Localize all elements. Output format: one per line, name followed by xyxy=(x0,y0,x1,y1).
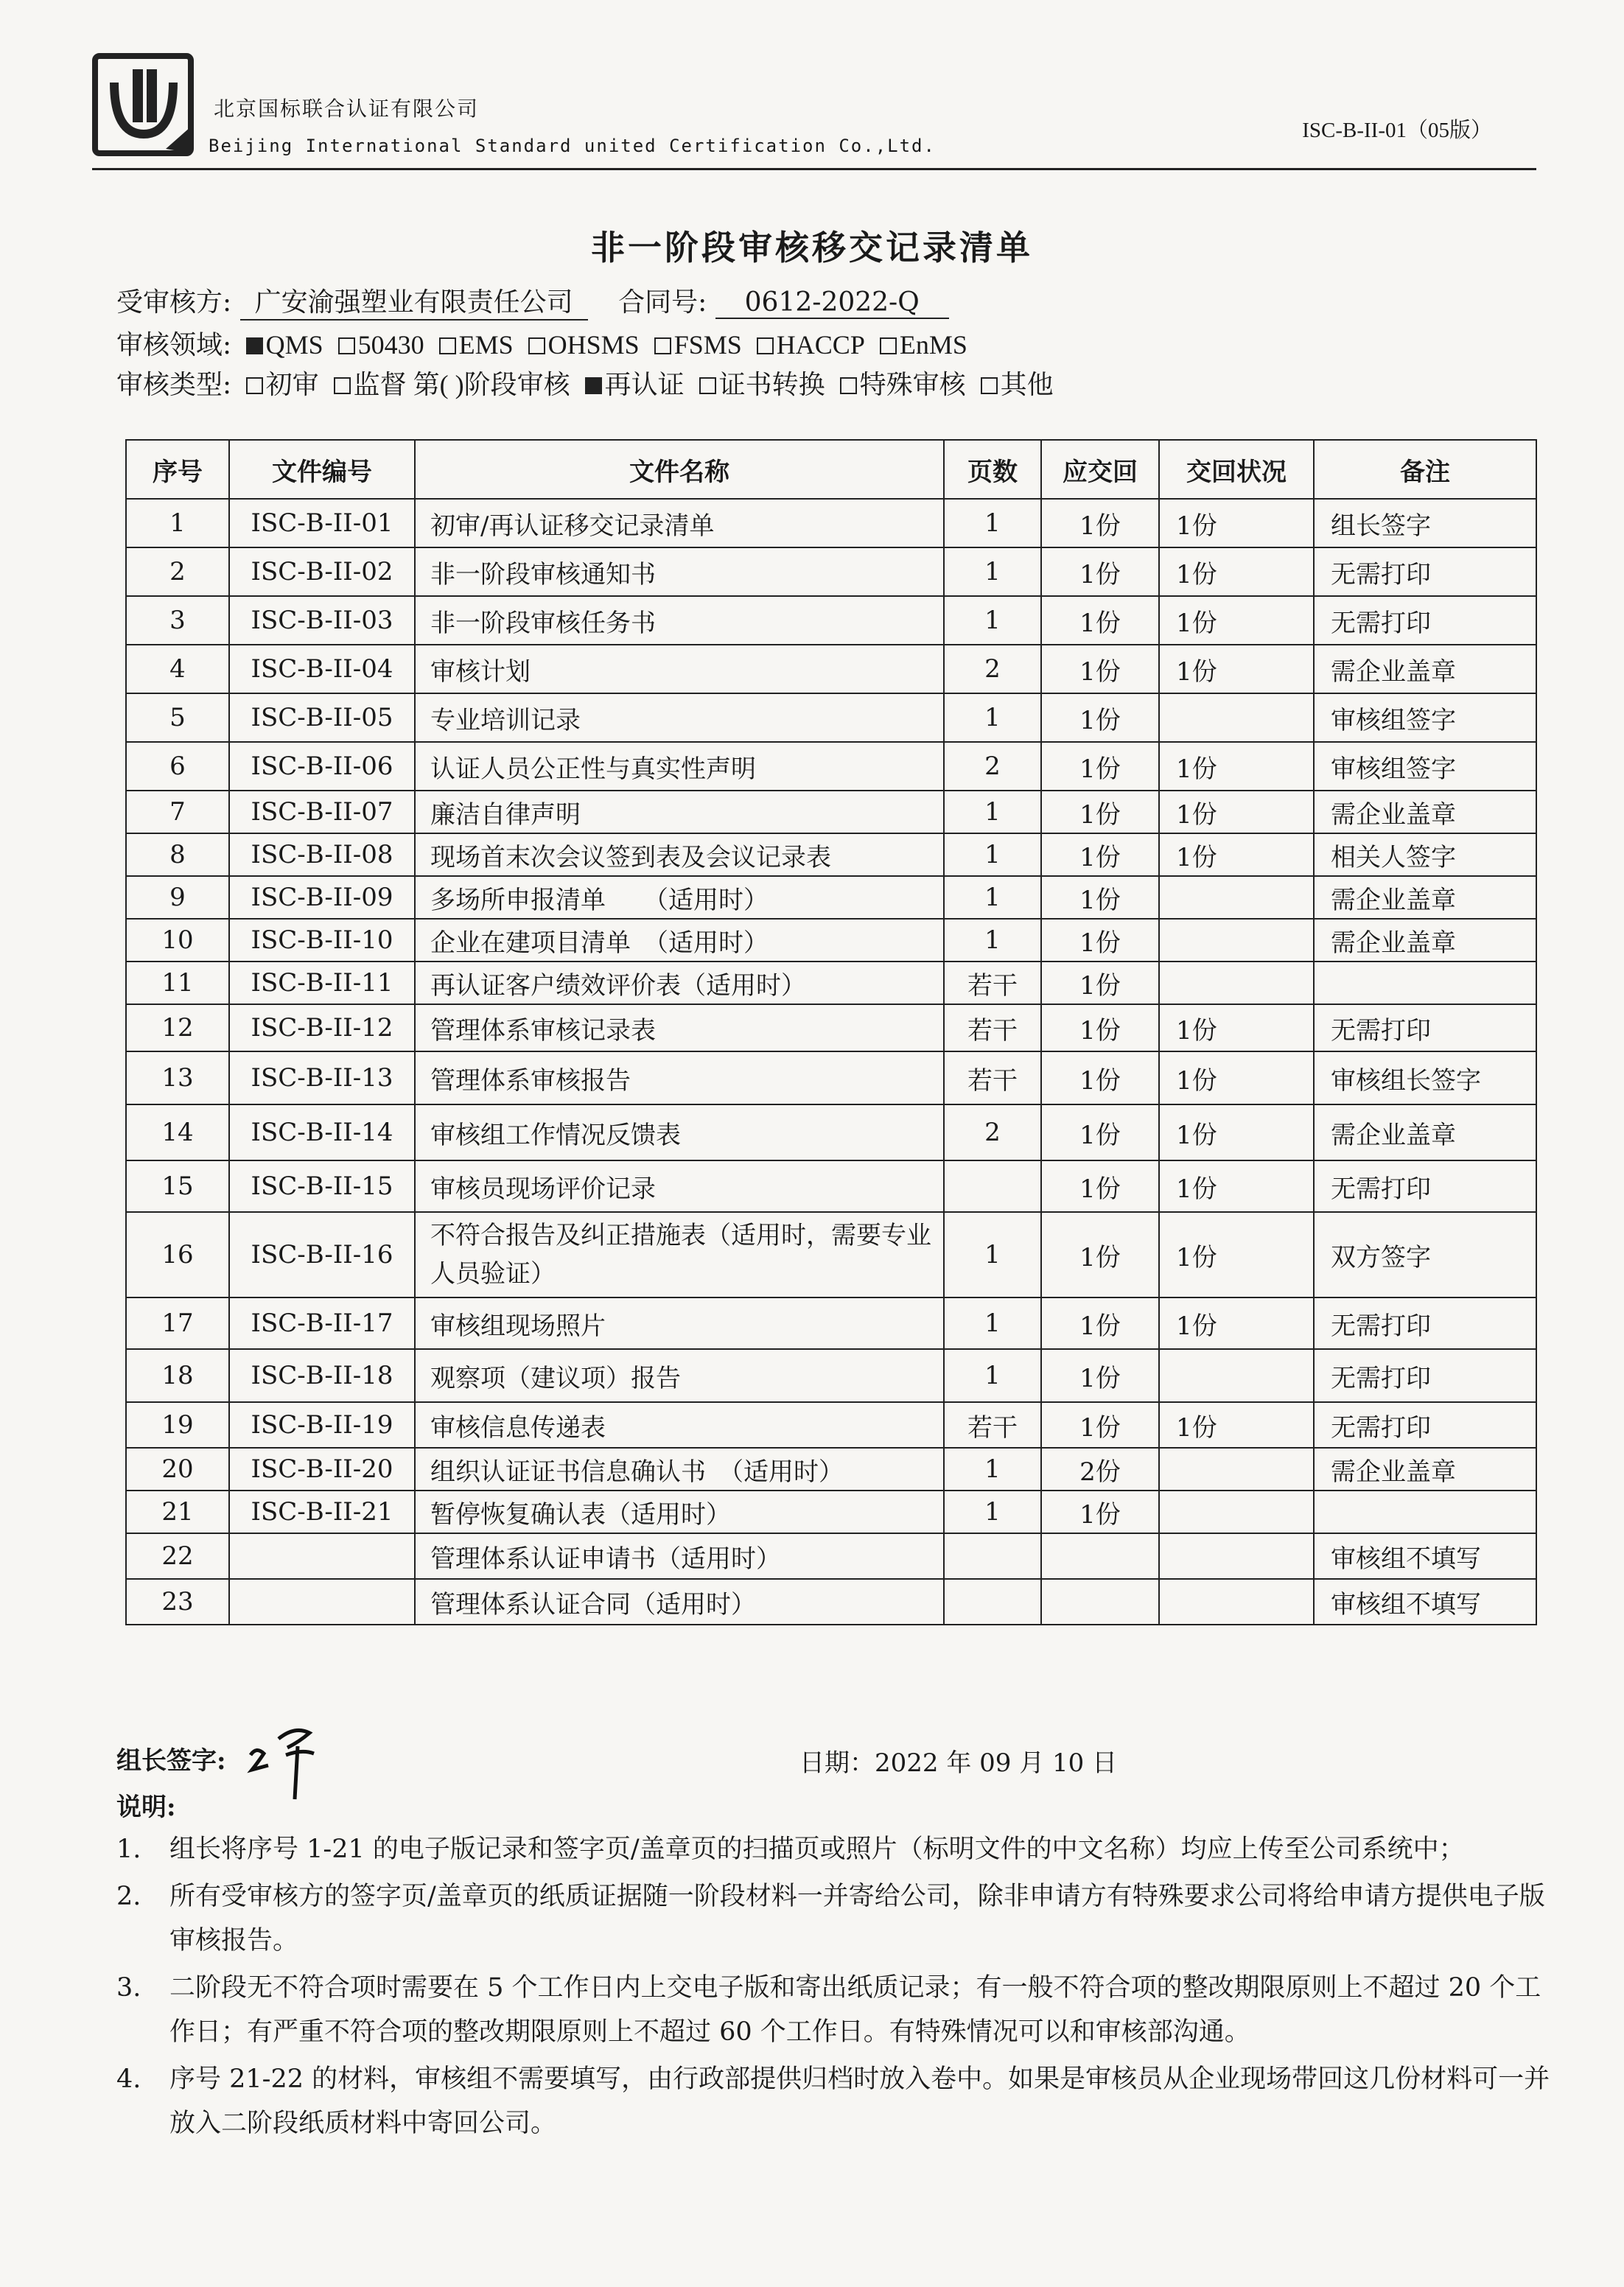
table-cell xyxy=(1159,1491,1314,1533)
table-cell: 1 xyxy=(944,1212,1041,1297)
table-cell: 10 xyxy=(126,919,229,962)
table-row xyxy=(126,1448,1536,1491)
auditee-label: 受审核方: xyxy=(116,287,232,318)
table-cell: 22 xyxy=(126,1533,229,1579)
table-cell xyxy=(1314,962,1536,1004)
table-cell: 非一阶段审核通知书 xyxy=(415,547,944,596)
table-cell: 观察项（建议项）报告 xyxy=(415,1349,944,1402)
table-cell xyxy=(944,1160,1041,1212)
table-cell: 审核信息传递表 xyxy=(415,1402,944,1448)
table-cell: ISC-B-II-10 xyxy=(229,919,415,962)
table-cell: 23 xyxy=(126,1579,229,1625)
table-cell: 8 xyxy=(126,833,229,876)
table-cell xyxy=(1159,962,1314,1004)
table-cell: 2份 xyxy=(1041,1448,1159,1491)
domain-option-label: EMS xyxy=(458,330,514,360)
audit-type-option-label: 其他 xyxy=(1000,370,1054,399)
table-cell: 无需打印 xyxy=(1314,1297,1536,1349)
table-cell: 1份 xyxy=(1159,645,1314,693)
table-cell: 1份 xyxy=(1159,1212,1314,1297)
table-cell: 1份 xyxy=(1041,499,1159,547)
table-cell: 15 xyxy=(126,1160,229,1212)
table-cell: 1份 xyxy=(1159,1297,1314,1349)
domain-option xyxy=(433,330,514,360)
table-cell: 再认证客户绩效评价表（适用时） xyxy=(415,962,944,1004)
table-cell xyxy=(1314,1491,1536,1533)
page-title: 非一阶段审核移交记录清单 xyxy=(591,228,1033,267)
checkbox-icon xyxy=(880,337,897,354)
table-cell: 1份 xyxy=(1041,1491,1159,1533)
table-row xyxy=(126,1104,1536,1160)
audit-type-option xyxy=(579,370,685,399)
handwritten-signature xyxy=(243,1717,324,1805)
table-cell xyxy=(1159,1349,1314,1402)
note-item xyxy=(116,2057,1555,2146)
table-cell: 无需打印 xyxy=(1314,547,1536,596)
table-cell: 组长签字 xyxy=(1314,499,1536,547)
table-cell: 1份 xyxy=(1041,1160,1159,1212)
table-row xyxy=(126,1297,1536,1349)
table-cell: 审核员现场评价记录 xyxy=(415,1160,944,1212)
table-cell: 21 xyxy=(126,1491,229,1533)
table-cell: ISC-B-II-07 xyxy=(229,791,415,833)
audit-type-option-label: 监督 第( )阶段审核 xyxy=(353,370,570,399)
table-cell: ISC-B-II-01 xyxy=(229,499,415,547)
auditee-value: 广安渝强塑业有限责任公司 xyxy=(240,281,588,321)
table-cell xyxy=(944,1579,1041,1625)
header-rule xyxy=(92,168,1536,170)
table-row xyxy=(126,791,1536,833)
table-cell: 1份 xyxy=(1159,742,1314,791)
table-cell: 审核组签字 xyxy=(1314,693,1536,742)
checkbox-icon xyxy=(246,337,263,354)
notes-list xyxy=(116,1827,1555,2148)
table-cell: 1 xyxy=(944,1297,1041,1349)
table-cell: 无需打印 xyxy=(1314,596,1536,645)
table-cell: 2 xyxy=(944,1104,1041,1160)
table-cell: ISC-B-II-15 xyxy=(229,1160,415,1212)
checkbox-icon xyxy=(528,337,545,354)
table-cell: ISC-B-II-08 xyxy=(229,833,415,876)
note-text: 序号 21-22 的材料，审核组不需要填写，由行政部提供归档时放入卷中。如果是审核员从企业现场带回这几份材料可一并放入二阶段纸质材料中寄回公司。 xyxy=(169,2064,1550,2138)
table-cell: 暂停恢复确认表（适用时） xyxy=(415,1491,944,1533)
table-cell: 3 xyxy=(126,596,229,645)
table-cell: ISC-B-II-04 xyxy=(229,645,415,693)
contract-label: 合同号: xyxy=(618,287,707,318)
column-header: 应交回 xyxy=(1041,440,1159,499)
table-cell: 1 xyxy=(944,499,1041,547)
table-cell xyxy=(229,1579,415,1625)
table-cell: 1 xyxy=(944,596,1041,645)
table-cell xyxy=(1041,1533,1159,1579)
table-cell: 1份 xyxy=(1041,645,1159,693)
table-cell: 1 xyxy=(944,1491,1041,1533)
table-cell: 1份 xyxy=(1159,596,1314,645)
table-cell: 若干 xyxy=(944,1004,1041,1051)
table-cell: ISC-B-II-09 xyxy=(229,876,415,919)
table-cell xyxy=(1159,876,1314,919)
table-cell: 无需打印 xyxy=(1314,1349,1536,1402)
checkbox-icon xyxy=(338,337,355,354)
table-cell: 1份 xyxy=(1041,1004,1159,1051)
table-row xyxy=(126,876,1536,919)
domain-option-label: HACCP xyxy=(776,330,865,360)
checkbox-icon xyxy=(585,377,602,394)
table-cell: 1份 xyxy=(1159,499,1314,547)
table-cell: 多场所申报清单 （适用时） xyxy=(415,876,944,919)
table-row xyxy=(126,1349,1536,1402)
table-cell: 1份 xyxy=(1041,919,1159,962)
table-cell: 不符合报告及纠正措施表（适用时，需要专业人员验证） xyxy=(415,1212,944,1297)
note-number: 1. xyxy=(116,1835,141,1864)
table-cell: 9 xyxy=(126,876,229,919)
leader-sign-label: 组长签字: xyxy=(116,1746,226,1776)
audit-type-option-label: 再认证 xyxy=(604,370,685,399)
table-cell: 若干 xyxy=(944,1402,1041,1448)
table-cell: 需企业盖章 xyxy=(1314,1448,1536,1491)
checkbox-icon xyxy=(334,377,351,394)
table-cell: ISC-B-II-21 xyxy=(229,1491,415,1533)
table-cell: 1 xyxy=(944,919,1041,962)
table-cell xyxy=(229,1533,415,1579)
table-cell: 2 xyxy=(126,547,229,596)
column-header: 文件编号 xyxy=(229,440,415,499)
checkbox-icon xyxy=(840,377,857,394)
table-row xyxy=(126,1491,1536,1533)
table-cell: ISC-B-II-14 xyxy=(229,1104,415,1160)
table-cell: ISC-B-II-02 xyxy=(229,547,415,596)
table-row xyxy=(126,693,1536,742)
table-cell: 审核组现场照片 xyxy=(415,1297,944,1349)
audit-type-option-label: 证书转换 xyxy=(718,370,825,399)
table-cell: 企业在建项目清单 （适用时） xyxy=(415,919,944,962)
table-cell: ISC-B-II-20 xyxy=(229,1448,415,1491)
table-cell: ISC-B-II-03 xyxy=(229,596,415,645)
table-row xyxy=(126,962,1536,1004)
table-cell: 16 xyxy=(126,1212,229,1297)
table-cell: 1份 xyxy=(1159,547,1314,596)
table-cell: 管理体系审核报告 xyxy=(415,1051,944,1104)
note-number: 2. xyxy=(116,1882,141,1911)
table-cell: ISC-B-II-18 xyxy=(229,1349,415,1402)
checkbox-icon xyxy=(439,337,456,354)
table-row xyxy=(126,742,1536,791)
domain-option xyxy=(874,330,967,360)
table-cell: 7 xyxy=(126,791,229,833)
table-cell: 审核组签字 xyxy=(1314,742,1536,791)
table-row xyxy=(126,1579,1536,1625)
checkbox-icon xyxy=(654,337,671,354)
table-cell: 1份 xyxy=(1159,833,1314,876)
table-row xyxy=(126,1051,1536,1104)
table-cell: 初审/再认证移交记录清单 xyxy=(415,499,944,547)
table-row xyxy=(126,645,1536,693)
table-cell: 需企业盖章 xyxy=(1314,919,1536,962)
table-cell: 需企业盖章 xyxy=(1314,645,1536,693)
audit-type-option xyxy=(240,370,319,399)
table-cell: 1 xyxy=(944,547,1041,596)
table-row xyxy=(126,919,1536,962)
column-header: 交回状况 xyxy=(1159,440,1314,499)
audit-type-line xyxy=(116,364,1063,402)
table-cell: 专业培训记录 xyxy=(415,693,944,742)
document-code: ISC-B-II-01（05版） xyxy=(1302,119,1492,142)
table-cell: 无需打印 xyxy=(1314,1402,1536,1448)
table-row xyxy=(126,1212,1536,1297)
table-cell: 1份 xyxy=(1041,833,1159,876)
notes-heading: 说明: xyxy=(116,1793,176,1822)
audit-domain-line xyxy=(116,324,976,362)
table-row xyxy=(126,596,1536,645)
table-row xyxy=(126,1402,1536,1448)
table-cell: 2 xyxy=(944,645,1041,693)
company-name-cn: 北京国标联合认证有限公司 xyxy=(214,97,480,121)
table-cell: 1份 xyxy=(1159,1004,1314,1051)
table-cell: 廉洁自律声明 xyxy=(415,791,944,833)
table-cell: 1份 xyxy=(1041,962,1159,1004)
column-header: 备注 xyxy=(1314,440,1536,499)
note-text: 所有受审核方的签字页/盖章页的纸质证据随一阶段材料一并寄给公司，除非申请方有特殊要求公司将给申请方提供电子版审核报告。 xyxy=(169,1882,1545,1955)
table-cell: 审核组工作情况反馈表 xyxy=(415,1104,944,1160)
note-text: 组长将序号 1-21 的电子版记录和签字页/盖章页的扫描页或照片（标明文件的中文名称）均应上传至公司系统中； xyxy=(169,1835,1465,1864)
table-cell: 1份 xyxy=(1041,1212,1159,1297)
company-logo-icon xyxy=(92,53,195,160)
checkbox-icon xyxy=(981,377,998,394)
table-cell: 审核组不填写 xyxy=(1314,1533,1536,1579)
table-cell: 1份 xyxy=(1041,742,1159,791)
table-row xyxy=(126,1004,1536,1051)
table-cell: 若干 xyxy=(944,962,1041,1004)
table-cell: ISC-B-II-11 xyxy=(229,962,415,1004)
table-cell xyxy=(1041,1579,1159,1625)
table-cell: 1份 xyxy=(1159,1104,1314,1160)
table-row xyxy=(126,833,1536,876)
table-cell: 若干 xyxy=(944,1051,1041,1104)
domain-option xyxy=(648,330,742,360)
table-cell: 无需打印 xyxy=(1314,1004,1536,1051)
table-cell: 双方签字 xyxy=(1314,1212,1536,1297)
table-cell: 1份 xyxy=(1041,791,1159,833)
domain-option-label: EnMS xyxy=(899,330,967,360)
table-row xyxy=(126,1160,1536,1212)
note-item xyxy=(116,1966,1555,2054)
table-cell: 1 xyxy=(944,693,1041,742)
auditee-line xyxy=(116,281,949,321)
table-cell: 1 xyxy=(944,1349,1041,1402)
table-cell: 需企业盖章 xyxy=(1314,876,1536,919)
table-row xyxy=(126,499,1536,547)
table-cell: ISC-B-II-12 xyxy=(229,1004,415,1051)
table-cell: 管理体系审核记录表 xyxy=(415,1004,944,1051)
domain-option-label: OHSMS xyxy=(547,330,640,360)
table-cell: 1份 xyxy=(1041,1402,1159,1448)
table-cell: ISC-B-II-05 xyxy=(229,693,415,742)
column-header: 页数 xyxy=(944,440,1041,499)
table-cell: ISC-B-II-06 xyxy=(229,742,415,791)
table-cell: 17 xyxy=(126,1297,229,1349)
table-cell: 1 xyxy=(126,499,229,547)
table-cell: 1份 xyxy=(1159,1402,1314,1448)
table-cell xyxy=(944,1533,1041,1579)
table-cell: 1份 xyxy=(1041,693,1159,742)
note-number: 4. xyxy=(116,2064,141,2094)
table-cell: 无需打印 xyxy=(1314,1160,1536,1212)
checkbox-icon xyxy=(757,337,774,354)
audit-type-option xyxy=(328,370,570,399)
table-cell: 审核组长签字 xyxy=(1314,1051,1536,1104)
table-cell: 1 xyxy=(944,1448,1041,1491)
table-row xyxy=(126,1533,1536,1579)
table-cell: 20 xyxy=(126,1448,229,1491)
note-number: 3. xyxy=(116,1973,141,2003)
audit-type-label: 审核类型: xyxy=(116,370,232,400)
table-cell: 组织认证证书信息确认书 （适用时） xyxy=(415,1448,944,1491)
checkbox-icon xyxy=(246,377,263,394)
table-cell: 1份 xyxy=(1041,1104,1159,1160)
table-cell: 非一阶段审核任务书 xyxy=(415,596,944,645)
table-cell: 5 xyxy=(126,693,229,742)
table-cell: 2 xyxy=(944,742,1041,791)
note-item xyxy=(116,1874,1555,1963)
table-cell: 1份 xyxy=(1041,1051,1159,1104)
table-cell: 需企业盖章 xyxy=(1314,791,1536,833)
contract-value: 0612-2022-Q xyxy=(715,287,949,319)
table-cell: 管理体系认证合同（适用时） xyxy=(415,1579,944,1625)
table-cell: ISC-B-II-17 xyxy=(229,1297,415,1349)
table-cell: 6 xyxy=(126,742,229,791)
table-cell: 审核组不填写 xyxy=(1314,1579,1536,1625)
domain-option-label: 50430 xyxy=(357,330,424,360)
audit-type-option-label: 特殊审核 xyxy=(859,370,966,399)
column-header: 文件名称 xyxy=(415,440,944,499)
domain-option xyxy=(240,330,323,360)
table-cell: 管理体系认证申请书（适用时） xyxy=(415,1533,944,1579)
table-cell: 1份 xyxy=(1041,876,1159,919)
sign-date: 日期：2022 年 09 月 10 日 xyxy=(799,1748,1118,1778)
table-cell: 19 xyxy=(126,1402,229,1448)
table-cell: 13 xyxy=(126,1051,229,1104)
table-cell: 1 xyxy=(944,791,1041,833)
domain-option xyxy=(332,330,424,360)
table-cell: 1份 xyxy=(1041,1297,1159,1349)
table-cell: 1份 xyxy=(1041,547,1159,596)
note-item xyxy=(116,1827,1555,1871)
table-cell: 需企业盖章 xyxy=(1314,1104,1536,1160)
table-cell: 现场首末次会议签到表及会议记录表 xyxy=(415,833,944,876)
company-name-en: Beijing International Standard united Certification Co.,Ltd. xyxy=(209,136,936,156)
table-cell: 1 xyxy=(944,833,1041,876)
table-cell: 1份 xyxy=(1159,791,1314,833)
table-cell: 1份 xyxy=(1041,596,1159,645)
table-cell: 1份 xyxy=(1159,1160,1314,1212)
table-cell: 审核计划 xyxy=(415,645,944,693)
table-cell xyxy=(1159,1533,1314,1579)
audit-type-option-label: 初审 xyxy=(265,370,319,399)
table-cell: 4 xyxy=(126,645,229,693)
domain-option xyxy=(751,330,865,360)
note-text: 二阶段无不符合项时需要在 5 个工作日内上交电子版和寄出纸质记录；有一般不符合项的整改期限原则上不超过 20 个工作日；有严重不符合项的整改期限原则上不超过 60 个工作日。有特殊情况可以和审核部沟通。 xyxy=(169,1973,1541,2047)
domain-option-label: FSMS xyxy=(673,330,742,360)
table-row xyxy=(126,547,1536,596)
audit-type-option xyxy=(693,370,825,399)
audit-type-option xyxy=(834,370,966,399)
table-cell xyxy=(1159,919,1314,962)
table-cell: ISC-B-II-19 xyxy=(229,1402,415,1448)
checkbox-icon xyxy=(699,377,716,394)
domain-label: 审核领域: xyxy=(116,330,232,360)
table-cell: ISC-B-II-13 xyxy=(229,1051,415,1104)
table-cell: 1份 xyxy=(1041,1349,1159,1402)
table-cell: 认证人员公正性与真实性声明 xyxy=(415,742,944,791)
handover-table xyxy=(125,439,1537,1625)
table-cell: 相关人签字 xyxy=(1314,833,1536,876)
table-cell: 11 xyxy=(126,962,229,1004)
domain-option-label: QMS xyxy=(265,330,323,360)
table-cell: 14 xyxy=(126,1104,229,1160)
table-cell xyxy=(1159,1448,1314,1491)
table-cell: 12 xyxy=(126,1004,229,1051)
audit-type-option xyxy=(975,370,1054,399)
table-cell xyxy=(1159,1579,1314,1625)
table-cell: ISC-B-II-16 xyxy=(229,1212,415,1297)
letterhead xyxy=(92,53,1492,171)
table-cell xyxy=(1159,693,1314,742)
table-cell: 1份 xyxy=(1159,1051,1314,1104)
column-header: 序号 xyxy=(126,440,229,499)
domain-option xyxy=(522,330,640,360)
table-cell: 18 xyxy=(126,1349,229,1402)
table-cell: 1 xyxy=(944,876,1041,919)
